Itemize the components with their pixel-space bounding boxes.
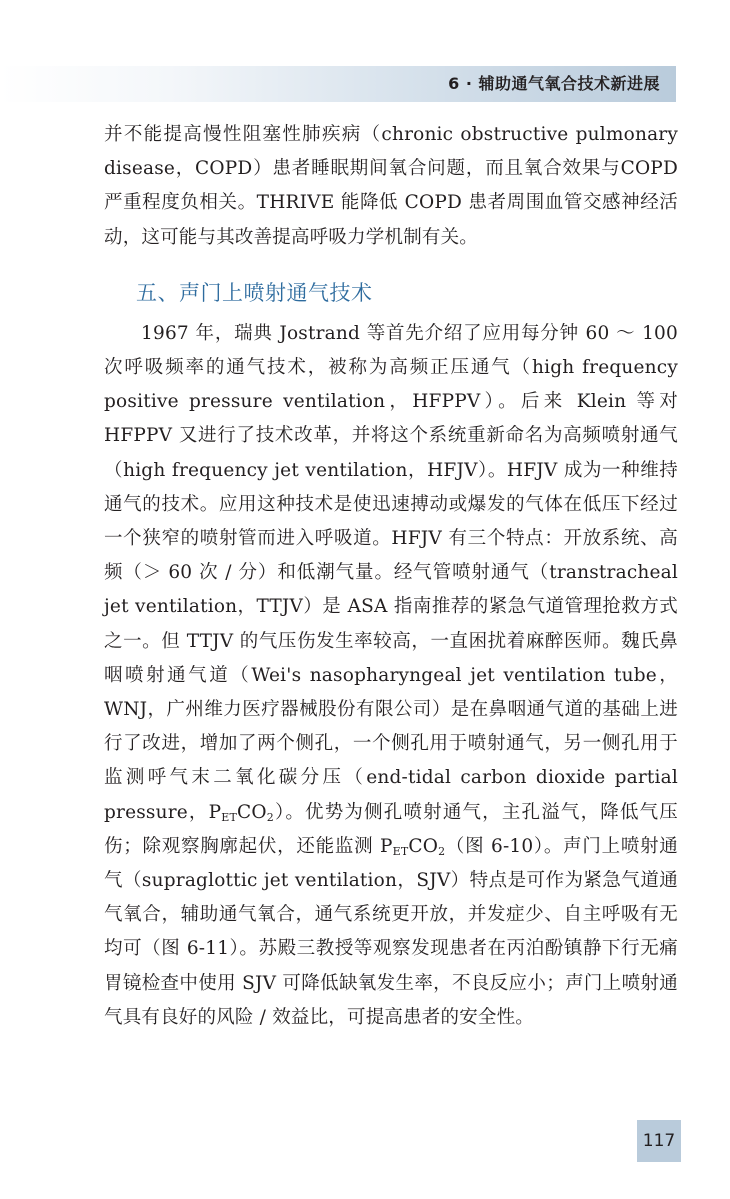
- subscript-et: ET: [392, 844, 409, 858]
- section-heading: 五、声门上喷射通气技术: [136, 280, 373, 305]
- page-body: [104, 118, 678, 1035]
- subscript-2: 2: [438, 844, 446, 858]
- paragraph-jet-ventilation: [104, 317, 678, 1035]
- running-header-title: 6 · 辅助通气氧合技术新进展: [448, 74, 660, 93]
- paragraph-copd: 并不能提高慢性阻塞性肺疾病（chronic obstructive pulmonary disease，COPD）患者睡眠期间氧合问题，而且氧合效果与COPD 严重程度负相关。THRIVE 能降低 COPD 患者周围血管交感神经活动，这可能与其改善提高呼吸力学机制有关。: [104, 124, 678, 248]
- subscript-2: 2: [266, 810, 274, 824]
- paragraph-text-part: CO: [408, 835, 439, 857]
- subscript-et: ET: [221, 810, 238, 824]
- paragraph-text-part: （图 6-10）。声门上喷射通气（supraglottic jet ventilation，SJV）特点是可作为紧急气道通气氧合，辅助通气氧合，通气系统更开放，并发症少、自主呼吸有无均可（图 6-11）。苏殿三教授等观察发现患者在丙泊酚镇静下行无痛胃镜检查中使用 SJV 可降低缺氧发生率，不良反应小；声门上喷射通气具有良好的风险 / 效益比，可提高患者的安全性。: [104, 835, 679, 1028]
- page-number: 117: [642, 1131, 676, 1151]
- paragraph-text-part: 1967 年，瑞典 Jostrand 等首先介绍了应用每分钟 60 ～ 100 次呼吸频率的通气技术，被称为高频正压通气（high frequency positive pressure ventilation，HFPPV）。后来 Klein 等对 HFPPV 又进行了技术改革，并将这个系统重新命名为高频喷射通气（high frequency jet ventilation，HFJV）。HFJV 成为一种维持通气的技术。应用这种技术是使迅速搏动或爆发的气体在低压下经过一个狭窄的喷射管而进入呼吸道。HFJV 有三个特点：开放系统、高频（＞ 60 次 / 分）和低潮气量。经气管喷射通气（transtracheal jet ventilation，TTJV）是 ASA 指南推荐的紧急气道管理抢救方式之一。但 TTJV 的气压伤发生率较高，一直困扰着麻醉医师。魏氏鼻咽喷射通气道（Wei's nasopharyngeal jet ventilation tube，WNJ，广州维力医疗器械股份有限公司）是在鼻咽通气道的基础上进行了改进，增加了两个侧孔，一个侧孔用于喷射通气，另一侧孔用于监测呼气末二氧化碳分压（end-tidal carbon dioxide partial pressure，P: [104, 322, 678, 823]
- paragraph-text-part: CO: [237, 801, 267, 823]
- paragraph-text-part: ）。优势为侧孔喷射通气，主孔溢气，降低气压伤；除观察胸廓起伏，还能监测 P: [104, 801, 679, 857]
